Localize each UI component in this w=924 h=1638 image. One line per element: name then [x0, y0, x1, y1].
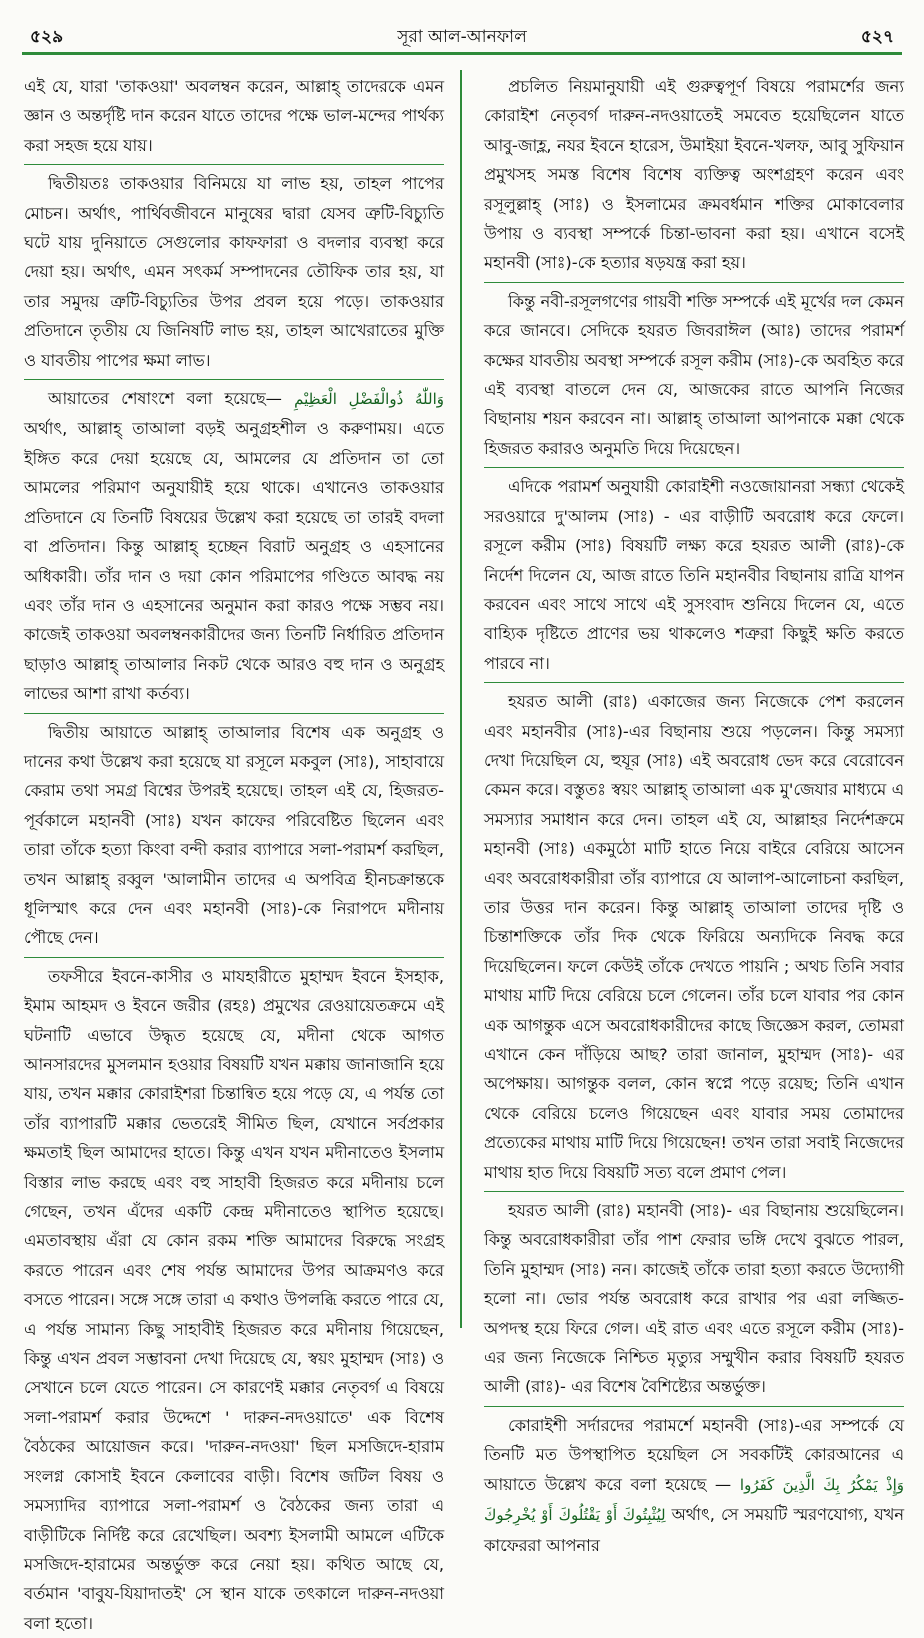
paragraph: দ্বিতীয় আয়াতে আল্লাহ্ তাআলার বিশেষ এক অনুগ্রহ ও দানের কথা উল্লেখ করা হয়েছে যা রসূলে মকবুল (সাঃ), সাহাবায়ে কেরাম তথা সমগ্র বিশ্বের উপরই হয়েছে। তাহল এই যে, হিজরত-পূর্বকালে মহানবী (সাঃ) যখন কাফের পরিবেষ্টিত ছিলেন এবং তারা তাঁকে হত্যা কিংবা বন্দী করার ব্যাপারে সলা-পরামর্শ করছিল, তখন আল্লাহ্ রব্বুল 'আলামীন তাদের এ অপবিত্র হীনচক্রান্তকে ধূলিস্মাৎ করে দেন এবং মহানবী (সাঃ)-কে নিরাপদে মদীনায় পৌছে দেন। [24, 713, 444, 953]
paragraph: হযরত আলী (রাঃ) একাজের জন্য নিজেকে পেশ করলেন এবং মহানবীর (সাঃ)-এর বিছানায় শুয়ে পড়লেন। কিন্তু সমস্যা দেখা দিয়েছিল যে, হুযূর (সাঃ) এই অবরোধ ভেদ করে বেরোবেন কেমন করে। বস্তুতঃ স্বয়ং আল্লাহ্ তাআলা এক মু'জেযার মাধ্যমে এ সমস্যার সমাধান করে দেন। তাহল এই যে, আল্লাহর নির্দেশক্রমে মহানবী (সাঃ) একমুঠো মাটি হাতে নিয়ে বাইরে বেরিয়ে আসেন এবং অবরোধকারীরা তাঁর ব্যাপারে যে আলাপ-আলোচনা করছিল, তার উত্তর দান করেন। কিন্তু আল্লাহ্ তাআলা তাদের দৃষ্টি ও চিন্তাশক্তিকে তাঁর দিক থেকে ফিরিয়ে অন্যদিকে নিবদ্ধ করে দিয়েছিলেন। ফলে কেউই তাঁকে দেখতে পায়নি ; অথচ তিনি সবার মাথায় মাটি দিয়ে বেরিয়ে চলে গেলেন। তাঁর চলে যাবার পর কোন এক আগন্তুক এসে অবরোধকারীদের কাছে জিজ্ঞেস করল, তোমরা এখানে কেন দাঁড়িয়ে আছ? তারা জানাল, মুহাম্মদ (সাঃ)- এর অপেক্ষায়। আগন্তুক বলল, কোন স্বপ্নে পড়ে রয়েছ; তিনি এখান থেকে বেরিয়ে চলেও গিয়েছেন এবং যাবার সময় তোমাদের প্রত্যেকের মাথায় মাটি দিয়ে গিয়েছেন! তখন তারা সবাই নিজেদের মাথায় হাত দিয়ে বিষয়টি সত্য বলে প্রমাণ পেল। [484, 682, 904, 1187]
arabic-verse: وَاللّٰهُ ذُوالْفَضْلِ الْعَظِيْمِ [294, 390, 444, 409]
paragraph [24, 379, 444, 708]
paragraph-text: কোরাইশী সর্দারদের পরামর্শে মহানবী (সাঃ)-এর সম্পর্কে যে তিনটি মত উপস্থাপিত হয়েছিল সে সবকটিই কোরআনের এ আয়াতে উল্লেখ করে বলা হয়েছে — [484, 1415, 904, 1494]
paragraph [484, 1406, 904, 1560]
paragraph: এদিকে পরামর্শ অনুযায়ী কোরাইশী নওজোয়ানরা সন্ধ্যা থেকেই সরওয়ারে দু'আলম (সাঃ) - এর বাড়ীটি অবরোধ করে ফেলে। রসূলে করীম (সাঃ) বিষয়টি লক্ষ্য করে হযরত আলী (রাঃ)-কে নির্দেশ দিলেন যে, আজ রাতে তিনি মহানবীর বিছানায় রাত্রি যাপন করবেন এবং সাথে সাথে এই সুসংবাদ শুনিয়ে দিলেন যে, এতে বাহ্যিক দৃষ্টিতে প্রাণের ভয় থাকলেও শত্রুরা কিছুই ক্ষতি করতে পারবে না। [484, 467, 904, 678]
paragraph: দ্বিতীয়তঃ তাকওয়ার বিনিময়ে যা লাভ হয়, তাহল পাপের মোচন। অর্থাৎ, পার্থিবজীবনে মানুষের দ্বারা যেসব ত্রুটি-বিচ্যুতি ঘটে যায় দুনিয়াতে সেগুলোর কাফফারা ও বদলার ব্যবস্থা করে দেয়া হয়। অর্থাৎ, এমন সৎকর্ম সম্পাদনের তৌফিক তার হয়, যা তার সমুদয় ত্রুটি-বিচ্যুতির উপর প্রবল হয়ে পড়ে। তাকওয়ার প্রতিদানে তৃতীয় যে জিনিষটি লাভ হয়, তাহল আখেরাতের মুক্তি ও যাবতীয় পাপের ক্ষমা লাভ। [24, 164, 444, 375]
page-number-left: ৫২৯ [30, 27, 64, 47]
header-rule [22, 52, 902, 55]
page-number-right: ৫২৭ [860, 27, 894, 47]
column-divider [460, 70, 462, 1328]
arabic-verse: وَإِذْ يَمْكُرُ بِكَ الَّذِينَ كَفَرُوا لِيُثْبِتُوكَ أَوْ يَقْتُلُوكَ [558, 1475, 904, 1525]
paragraph: তফসীরে ইবনে-কাসীর ও মাযহারীতে মুহাম্মদ ইবনে ইসহাক, ইমাম আহমদ ও ইবনে জরীর (রহঃ) প্রমুখের রেওয়ায়েতক্রমে এই ঘটনাটি এভাবে উদ্ধৃত হয়েছে যে, মদীনা থেকে আগত আনসারদের মুসলমান হওয়ার বিষয়টি যখন মক্কায় জানাজানি হয়ে যায়, তখন মক্কার কোরাইশরা চিন্তান্বিত হয়ে পড়ে যে, এ পর্যন্ত তো তাঁর ব্যাপারটি মক্কার ভেতরেই সীমিত ছিল, যেখানে সর্বপ্রকার ক্ষমতাই ছিল আমাদের হাতে। কিন্তু এখন যখন মদীনাতেও ইসলাম বিস্তার লাভ করছে এবং বহু সাহাবী হিজরত করে মদীনায় চলে গেছেন, তখন এঁদের একটি কেন্দ্র মদীনাতেও স্থাপিত হয়েছে। এমতাবস্থায় এঁরা যে কোন রকম শক্তি আমাদের বিরুদ্ধে সংগ্রহ করতে পারেন এবং শেষ পর্যন্ত আমাদের উপর আক্রমণও করে বসতে পারেন। সঙ্গে সঙ্গে তারা এ কথাও উপলব্ধি করতে পারে যে, এ পর্যন্ত সামান্য কিছু সাহাবীই হিজরত করে মদীনায় গিয়েছেন, কিন্তু এখন প্রবল সম্ভাবনা দেখা দিয়েছে যে, স্বয়ং মুহাম্মদ (সাঃ) ও সেখানে চলে যেতে পারেন। সে কারণেই মক্কার নেতৃবর্গ এ বিষয়ে সলা-পরামর্শ করার উদ্দেশে ' দারুন-নদওয়াতে' এক বিশেষ বৈঠকের আয়োজন করে। 'দারুন-নদওয়া' ছিল মসজিদে-হারাম সংলগ্ন কোসাই ইবনে কেলাবের বাড়ী। বিশেষ জটিল বিষয় ও সমস্যাদির ব্যাপারে সলা-পরামর্শ ও বৈঠকের জন্য তারা এ বাড়ীটিকে নির্দিষ্ট করে রেখেছিল। অবশ্য ইসলামী আমলে এটিকে মসজিদে-হারামের অন্তর্ভুক্ত করে নেয়া হয়। কথিত আছে যে, বর্তমান 'বাবুয-যিয়াদাতই' সে স্থান যাকে তৎকালে দারুন-নদওয়া বলা হতো। [24, 957, 444, 1638]
left-column [24, 72, 444, 1633]
page-header [22, 14, 902, 54]
surah-title: সূরা আল-আনফাল [397, 27, 527, 47]
paragraph: এই যে, যারা 'তাকওয়া' অবলম্বন করেন, আল্লাহ্ তাদেরকে এমন জ্ঞান ও অন্তর্দৃষ্টি দান করেন যাতে তাদের পক্ষে ভাল-মন্দের পার্থক্য করা সহজ হয়ে যায়। [24, 77, 444, 155]
arabic-verse: أَوْ يُخْرِجُوكَ [484, 1506, 553, 1525]
paragraph-text: আয়াতের শেষাংশে বলা হয়েছে— [48, 389, 282, 409]
right-column [484, 72, 904, 1555]
paragraph-text: অর্থাৎ, আল্লাহ্ তাআলা বড়ই অনুগ্রহশীল ও করুণাময়। এতে ইঙ্গিত করে দেয়া হয়েছে যে, আমলের যে প্রতিদান তা তো আমলের পরিমাণ অনুযায়ীই হয়ে থাকে। এখানেও তাকওয়ার প্রতিদানে যে তিনটি বিষয়ের উল্লেখ করা হয়েছে তা তারই বদলা বা প্রতিদান। কিন্তু আল্লাহ্ হচ্ছেন বিরাট অনুগ্রহ ও এহসানের অধিকারী। তাঁর দান ও দয়া কোন পরিমাপের গণ্ডিতে আবদ্ধ নয় এবং তাঁর দান ও এহসানের অনুমান করা কারও পক্ষে সম্ভব নয়। কাজেই তাকওয়া অবলম্বনকারীদের জন্য তিনটি নির্ধারিত প্রতিদান ছাড়াও আল্লাহ্ তাআলার নিকট থেকে আরও বহু দান ও অনুগ্রহ লাভের আশা রাখা কর্তব্য। [24, 419, 444, 704]
paragraph: কিন্তু নবী-রসূলগণের গায়বী শক্তি সম্পর্কে এই মূর্খের দল কেমন করে জানবে। সেদিকে হযরত জিবরাঈল (আঃ) তাদের পরামর্শ কক্ষের যাবতীয় অবস্থা সম্পর্কে রসূল করীম (সাঃ)-কে অবহিত করে এই ব্যবস্থা বাতলে দেন যে, আজকের রাতে আপনি নিজের বিছানায় শয়ন করবেন না। আল্লাহ্ তাআলা আপনাকে মক্কা থেকে হিজরত করারও অনুমতি দিয়ে দিয়েছেন। [484, 282, 904, 463]
paragraph: প্রচলিত নিয়মানুযায়ী এই গুরুত্বপূর্ণ বিষয়ে পরামর্শের জন্য কোরাইশ নেতৃবর্গ দারুন-নদওয়াতেই সমবেত হয়েছিলেন যাতে আবু-জাহ্ল, নযর ইবনে হারেস, উমাইয়া ইবনে-খলফ, আবু সুফিয়ান প্রমুখসহ সমস্ত বিশেষ বিশেষ ব্যক্তিত্ব অংশগ্রহণ করেন এবং রসূলুল্লাহ্ (সাঃ) ও ইসলামের ক্রমবর্ধমান শক্তির মোকাবেলার উপায় ও ব্যবস্থা সম্পর্কে চিন্তা-ভাবনা করা হয়। এখানে বসেই মহানবী (সাঃ)-কে হত্যার ষড়যন্ত্র করা হয়। [484, 77, 904, 273]
paragraph: হযরত আলী (রাঃ) মহানবী (সাঃ)- এর বিছানায় শুয়েছিলেন। কিন্তু অবরোধকারীরা তাঁর পাশ ফেরার ভঙ্গি দেখে বুঝতে পারল, তিনি মুহাম্মদ (সাঃ) নন। কাজেই তাঁকে তারা হত্যা করতে উদ্যোগী হলো না। ভোর পর্যন্ত অবরোধ করে রাখার পর এরা লজ্জিত-অপদস্থ হয়ে ফিরে গেল। এই রাত এবং এতে রসূলে করীম (সাঃ)-এর জন্য নিজেকে নিশ্চিত মৃত্যুর সম্মুখীন করার বিষয়টি হযরত আলী (রাঃ)- এর বিশেষ বৈশিষ্ট্যের অন্তর্ভুক্ত। [484, 1191, 904, 1402]
paragraph-text: অর্থাৎ, সে সময়টি স্মরণযোগ্য, যখন কাফেররা আপনার [484, 1505, 904, 1555]
